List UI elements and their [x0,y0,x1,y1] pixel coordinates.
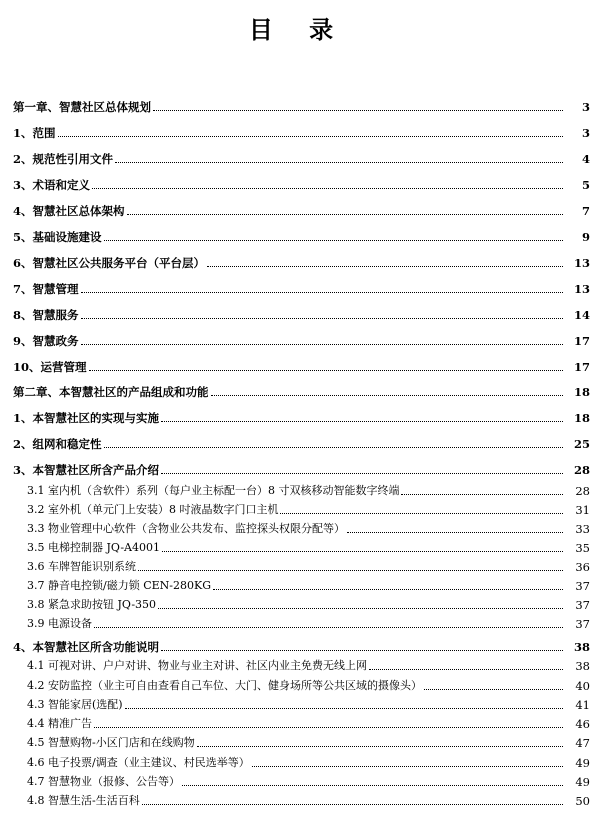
dot-leader [401,494,563,495]
toc-entry[interactable] [0,98,596,114]
toc-entry-title: 4.4 精准广告 [27,717,92,730]
dot-leader [161,421,563,422]
dot-leader [161,473,563,474]
toc-entry[interactable] [0,638,596,654]
toc-entry[interactable] [0,358,596,374]
toc-entry-title: 8、智慧服务 [13,308,79,322]
toc-page-number: 37 [575,579,590,593]
dot-leader [92,188,563,189]
dot-leader [127,214,563,215]
dot-leader [81,292,563,293]
dot-leader [182,785,563,786]
toc-page-number: 4 [581,152,590,166]
toc-entry-title: 7、智慧管理 [13,282,79,296]
dot-leader [81,344,563,345]
dot-leader [207,266,563,267]
toc-entry[interactable] [0,228,596,244]
toc-page-number: 49 [575,775,590,789]
toc-entry-title: 3、术语和定义 [13,178,91,192]
toc-entry-title: 4.3 智能家居(选配) [27,698,123,711]
toc-entry[interactable] [0,461,596,477]
toc-entry-title: 4.1 可视对讲、户户对讲、物业与业主对讲、社区内业主免费无线上网 [27,659,367,672]
toc-entry-title: 3.8 紧急求助按钮 JQ-350 [27,598,157,611]
toc-page-number: 25 [573,437,590,451]
toc-entry[interactable] [0,734,596,750]
dot-leader [94,727,563,728]
dot-leader [211,395,564,396]
toc-entry[interactable] [0,577,596,593]
toc-page-number: 7 [581,204,590,218]
toc-entry-title: 4、本智慧社区所含功能说明 [13,640,160,654]
dot-leader [153,110,563,111]
toc-entry-title: 3.5 电梯控制器 JQ-A4001 [27,541,160,554]
dot-leader [89,370,563,371]
toc-entry-title: 10、运营管理 [13,360,87,374]
toc-entry[interactable] [0,792,596,808]
toc-entry-title: 1、范围 [13,126,56,140]
toc-page-number: 49 [575,756,590,770]
toc-entry[interactable] [0,539,596,555]
toc-entry-title: 3.9 电源设备 [27,617,92,630]
toc-page-number: 17 [573,360,590,374]
toc-page-number: 36 [575,560,590,574]
dot-leader [125,708,563,709]
dot-leader [252,766,563,767]
toc-entry-title: 2、规范性引用文件 [13,152,114,166]
toc-entry[interactable] [0,501,596,517]
toc-page-number: 13 [573,256,590,270]
toc-page-number: 14 [573,308,590,322]
dot-leader [162,551,563,552]
toc-entry[interactable] [0,202,596,218]
dot-leader [424,689,563,690]
toc-title: 目 录 [248,15,348,44]
toc-page-number: 40 [575,679,590,693]
toc-entry[interactable] [0,520,596,536]
toc-entry[interactable] [0,773,596,789]
toc-page-number: 28 [575,484,590,498]
toc-entry-title: 3.2 室外机（单元门上安装）8 吋液晶数字门口主机 [27,503,279,516]
toc-page-number: 3 [581,100,590,114]
toc-entry[interactable] [0,482,596,498]
toc-page-number: 46 [575,717,590,731]
toc-page-number: 31 [575,503,590,517]
toc-page-number: 13 [573,282,590,296]
toc-page-number: 33 [575,522,590,536]
toc-entry[interactable] [0,677,596,693]
dot-leader [158,608,563,609]
toc-page-number: 47 [575,736,590,750]
toc-entry-title: 6、智慧社区公共服务平台（平台层） [13,256,205,270]
toc-entry-title: 3.6 车牌智能识别系统 [27,560,136,573]
toc-entry-title: 5、基础设施建设 [13,230,102,244]
toc-page-number: 35 [575,541,590,555]
toc-page-number: 38 [573,640,590,654]
dot-leader [115,162,563,163]
dot-leader [197,746,563,747]
dot-leader [104,447,563,448]
toc-entry-title: 3、本智慧社区所含产品介绍 [13,463,160,477]
toc-entry[interactable] [0,715,596,731]
toc-entry[interactable] [0,332,596,348]
toc-page-number: 37 [575,598,590,612]
dot-leader [280,513,563,514]
dot-leader [58,136,563,137]
toc-page-number: 41 [575,698,590,712]
dot-leader [161,650,563,651]
toc-entry-title: 3.1 室内机（含软件）系列（每户业主标配一台）8 寸双核移动智能数字终端 [27,484,400,497]
toc-entry[interactable] [0,383,596,399]
toc-entry-title: 4、智慧社区总体架构 [13,204,125,218]
toc-entry[interactable] [0,409,596,425]
toc-entry[interactable] [0,696,596,712]
toc-entry[interactable] [0,615,596,631]
dot-leader [138,570,563,571]
toc-entry[interactable] [0,596,596,612]
toc-entry[interactable] [0,306,596,322]
toc-entry-title: 4.7 智慧物业（报修、公告等） [27,775,180,788]
toc-entry-title: 4.5 智慧购物-小区门店和在线购物 [27,736,195,749]
toc-entry[interactable] [0,150,596,166]
toc-entry-title: 第一章、智慧社区总体规划 [13,100,151,114]
toc-entry[interactable] [0,754,596,770]
toc-entry[interactable] [0,435,596,451]
toc-page-number: 5 [581,178,590,192]
toc-entry[interactable] [0,280,596,296]
dot-leader [213,589,563,590]
toc-entry-title: 3.7 静音电控锁/磁力锁 CEN-280KG [27,579,211,592]
dot-leader [347,532,563,533]
toc-entry-title: 4.2 安防监控（业主可自由查看自己车位、大门、健身场所等公共区域的摄像头） [27,679,422,692]
toc-page-number: 18 [573,385,590,399]
toc-entry[interactable] [0,558,596,574]
toc-entry-title: 1、本智慧社区的实现与实施 [13,411,160,425]
toc-page-number: 17 [573,334,590,348]
dot-leader [142,804,563,805]
toc-entry-title: 第二章、本智慧社区的产品组成和功能 [13,385,209,399]
toc-page-number: 9 [581,230,590,244]
toc-entry[interactable] [0,657,596,673]
toc-page-number: 38 [575,659,590,673]
toc-page-number: 18 [573,411,590,425]
toc-entry-title: 3.3 物业管理中心软件（含物业公共发布、监控探头权限分配等） [27,522,345,535]
dot-leader [81,318,563,319]
dot-leader [104,240,563,241]
toc-page-number: 37 [575,617,590,631]
toc-entry[interactable] [0,176,596,192]
toc-page-number: 50 [575,794,590,808]
toc-entry-title: 4.6 电子投票/调查（业主建议、村民选举等） [27,756,250,769]
dot-leader [369,669,563,670]
toc-entry-title: 9、智慧政务 [13,334,79,348]
toc-entry-title: 2、组网和稳定性 [13,437,102,451]
toc-entry-title: 4.8 智慧生活-生活百科 [27,794,140,807]
toc-entry[interactable] [0,254,596,270]
toc-page-number: 3 [581,126,590,140]
toc-entry[interactable] [0,124,596,140]
dot-leader [94,627,563,628]
toc-page-number: 28 [573,463,590,477]
